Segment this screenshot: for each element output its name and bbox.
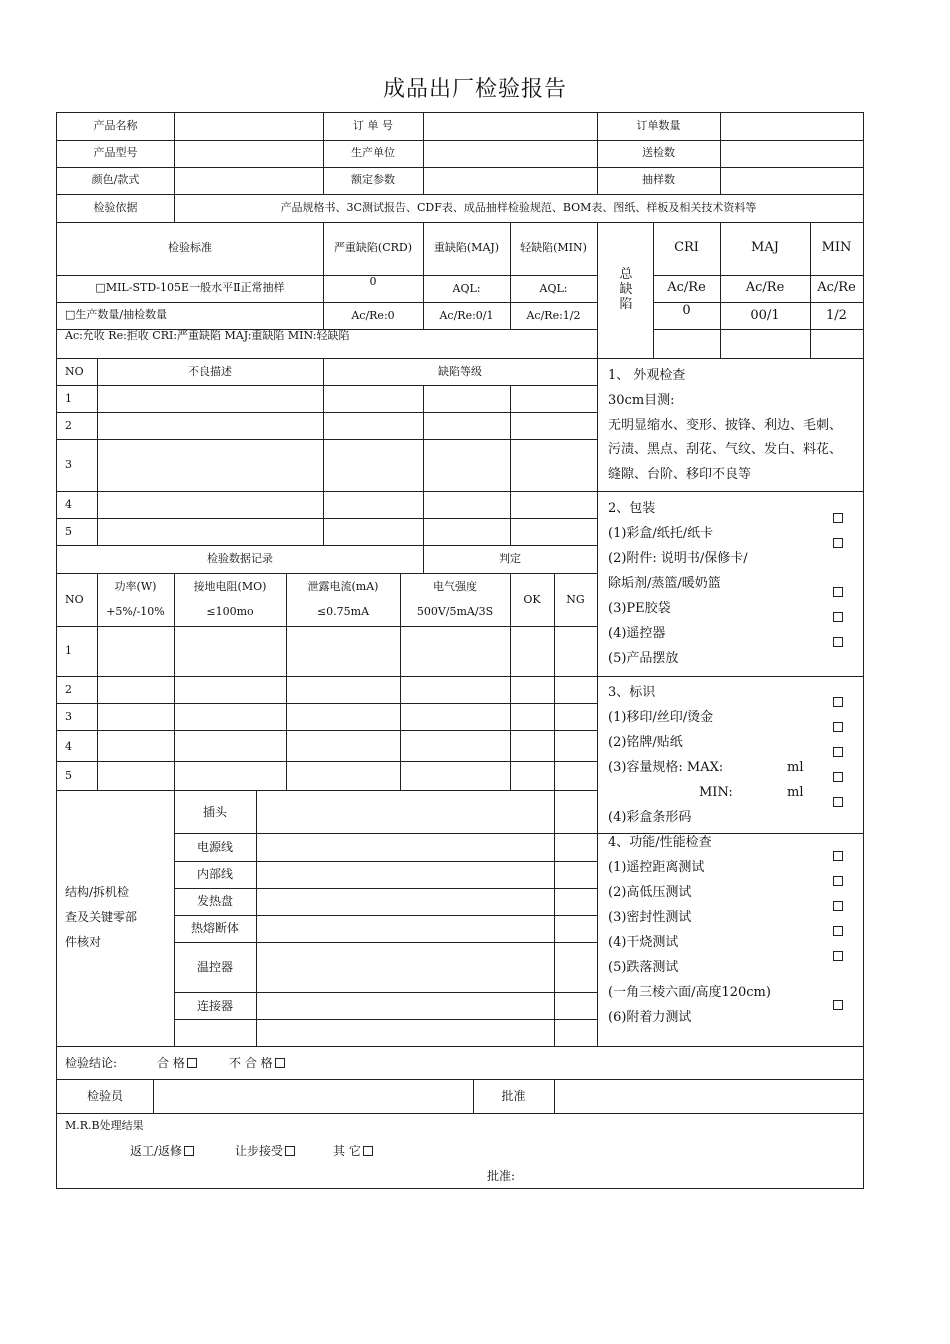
ground-range: ≤100mo [206,605,254,618]
defect-no-header: NO [65,365,84,378]
mark-checkbox[interactable] [833,722,843,732]
func-item: (1)遥控距离测试 [608,860,705,875]
fail-option[interactable] [229,1056,285,1070]
func-item: (6)附着力测试 [608,1010,692,1025]
order-qty-label: 订单数量 [636,119,681,132]
strength-header: 电气强度 [433,580,477,593]
crd-acre: Ac/Re:0 [351,309,395,322]
table-rule-horizontal [57,385,597,386]
crd-header: 严重缺陷(CRD) [333,241,413,254]
table-rule-horizontal [57,573,597,574]
table-rule-horizontal [57,491,597,492]
color-style-label: 颜色/款式 [91,173,140,186]
table-rule-vertical [174,140,175,194]
concession-label: 让步接受 [235,1144,284,1158]
table-rule-horizontal [57,790,597,791]
defect-row-no: 1 [65,392,72,405]
test-record-label: 检验数据记录 [207,552,273,565]
part-internal-wire: 内部线 [196,867,233,881]
order-no-label: 订 单 号 [353,119,393,132]
table-rule-horizontal [57,626,597,627]
table-rule-horizontal [174,888,597,889]
mark-checkbox[interactable] [833,797,843,807]
func-title: 4、功能/性能检查 [608,835,712,850]
func-checkbox[interactable] [833,901,843,911]
pack-checkbox[interactable] [833,538,843,548]
table-rule-horizontal [57,1046,863,1047]
appearance-line1: 30cm目测: [608,393,675,408]
func-checkbox[interactable] [833,951,843,961]
table-rule-horizontal [57,412,597,413]
table-rule-horizontal [57,1079,863,1080]
pack-item: (4)遥控器 [608,626,666,641]
cri-header: CRI [674,240,699,255]
func-checkbox[interactable] [833,851,843,861]
leak-header: 泄露电流(mA) [307,580,379,593]
mrb-label: M.R.B处理结果 [65,1119,144,1132]
table-rule-horizontal [57,518,597,519]
func-item: (一角三棱六面/高度120cm) [608,985,771,1000]
defect-row-no: 4 [65,498,72,511]
func-item: (4)干烧测试 [608,935,679,950]
part-thermostat: 温控器 [196,960,233,974]
cri-acre: Ac/Re [667,280,706,295]
approve-signature-label: 批准: [487,1169,516,1183]
pass-label: 合 格 [157,1056,185,1070]
maj-total-acre: Ac/Re [745,280,785,295]
mark-max-unit: ml [787,760,804,775]
inspector-label: 检验员 [86,1089,123,1103]
maj-header: 重缺陷(MAJ) [433,241,500,254]
min-total-acre: Ac/Re [817,280,856,295]
table-rule-horizontal [653,329,863,330]
table-rule-horizontal [57,545,597,546]
func-checkbox[interactable] [833,926,843,936]
mark-item: (2)铭牌/贴纸 [608,735,683,750]
inspection-form [56,112,864,1189]
structure-label-line2: 查及关键零部 [65,910,138,924]
ng-header: NG [566,593,585,606]
table-rule-horizontal [653,275,863,276]
cri-total-value: 0 [682,303,691,318]
test-row-no: 4 [65,740,72,753]
func-checkbox[interactable] [833,1000,843,1010]
table-rule-vertical [256,790,257,1046]
table-rule-horizontal [57,761,597,762]
table-rule-horizontal [57,676,863,677]
crd-value: 0 [369,275,377,288]
func-checkbox[interactable] [833,876,843,886]
defect-desc-header: 不良描述 [188,365,232,378]
pack-item: (2)附件: 说明书/保修卡/ [608,551,748,566]
defect-row-no: 2 [65,419,72,432]
table-rule-horizontal [57,730,597,731]
mark-item: (1)移印/丝印/烫金 [608,710,714,725]
pack-checkbox[interactable] [833,513,843,523]
table-rule-vertical [720,113,721,194]
table-rule-horizontal [57,167,863,168]
min-aql: AQL: [539,282,568,295]
min-total-value: 1/2 [826,308,847,323]
table-rule-vertical [423,113,424,194]
ok-header: OK [523,593,541,606]
appearance-line2: 无明显缩水、变形、披锋、利边、毛刺、 [608,418,843,433]
rework-option[interactable] [130,1144,194,1158]
pack-item: (5)产品摆放 [608,651,679,666]
table-rule-horizontal [174,942,597,943]
pack-item: (1)彩盒/纸托/纸卡 [608,526,714,541]
production-unit-label: 生产单位 [351,146,395,159]
table-rule-vertical [423,385,424,545]
mark-min-label: MIN: [699,785,733,800]
rework-checkbox[interactable] [184,1146,194,1156]
table-rule-horizontal [57,140,863,141]
mark-item: (4)彩盒条形码 [608,810,692,825]
pack-item: (3)PE胶袋 [608,601,671,616]
ground-header: 接地电阻(MO) [193,580,267,593]
appearance-line4: 缝隙、台阶、移印不良等 [608,467,752,482]
fail-checkbox[interactable] [275,1058,285,1068]
pack-item: 除垢剂/蒸篮/暖奶篮 [608,576,721,591]
pack-checkbox[interactable] [833,587,843,597]
table-rule-horizontal [57,1113,863,1114]
basis-value: 产品规格书、3C测试报告、CDF表、成品抽样检验规范、BOM表、图纸、样板及相关技术资料等 [280,201,757,214]
acre-legend: Ac:允收 Re:拒收 CRI:严重缺陷 MAJ:重缺陷 MIN:轻缺陷 [65,329,350,342]
structure-label-line1: 结构/拆机检 [65,885,130,899]
table-rule-vertical [554,1079,555,1113]
part-power-cord: 电源线 [196,840,233,854]
conclusion-label: 检验结论: [65,1056,118,1070]
pack-title: 2、包装 [608,501,656,516]
standard-label: 检验标准 [168,241,212,254]
pack-checkbox[interactable] [833,637,843,647]
other-label: 其 它 [333,1144,361,1158]
table-rule-vertical [153,1079,154,1113]
min-header: 轻缺陷(MIN) [520,241,587,254]
rework-label: 返工/返修 [130,1144,183,1158]
table-rule-horizontal [597,491,863,492]
table-rule-horizontal [174,833,597,834]
judge-label: 判定 [499,552,521,565]
table-rule-vertical [597,573,598,790]
other-checkbox[interactable] [363,1146,373,1156]
appearance-line3: 污渍、黑点、刮花、气纹、发白、料花、 [608,442,843,457]
appearance-title: 1、 外观检查 [608,368,686,383]
total-defect-label: 总缺陷 [619,267,633,312]
table-rule-vertical [174,113,175,140]
func-item: (2)高低压测试 [608,885,692,900]
part-plug: 插头 [202,805,227,819]
table-rule-horizontal [174,861,597,862]
mark-title: 3、标识 [608,685,656,700]
leak-range: ≤0.75mA [316,605,370,618]
test-no-header: NO [65,593,84,606]
test-row-no: 5 [65,769,72,782]
table-rule-vertical [323,358,324,545]
part-connector: 连接器 [196,999,233,1013]
maj-total-value: 00/1 [750,308,780,323]
other-option[interactable] [333,1144,373,1158]
production-qty-option: □生产数量/抽检数量 [65,308,168,321]
table-rule-horizontal [174,915,597,916]
product-model-label: 产品型号 [93,146,138,159]
maj-acre: Ac/Re:0/1 [439,309,494,322]
power-header: 功率(W) [114,580,157,593]
maj-aql: AQL: [452,282,481,295]
min-acre: Ac/Re:1/2 [526,309,581,322]
table-rule-vertical [510,385,511,545]
mark-checkbox[interactable] [833,772,843,782]
concession-option[interactable] [235,1144,295,1158]
table-rule-horizontal [57,439,597,440]
table-rule-horizontal [57,358,863,359]
min-total-header: MIN [821,240,852,255]
product-name-label: 产品名称 [93,119,138,132]
sample-qty-label: 抽样数 [642,173,675,186]
table-rule-horizontal [57,703,597,704]
structure-label-line3: 件核对 [65,935,102,949]
mark-checkbox[interactable] [833,697,843,707]
func-item: (3)密封性测试 [608,910,692,925]
table-rule-vertical [597,790,598,1046]
test-row-no: 3 [65,710,72,723]
sent-qty-label: 送检数 [642,146,675,159]
pack-checkbox[interactable] [833,612,843,622]
defect-row-no: 3 [65,458,72,471]
table-rule-horizontal [174,1019,597,1020]
strength-range: 500V/5mA/3S [416,605,494,618]
fail-label: 不 合 格 [229,1056,273,1070]
part-heating-plate: 发热盘 [196,894,233,908]
basis-label: 检验依据 [93,201,138,214]
table-rule-vertical [554,790,555,1046]
table-rule-horizontal [57,222,863,223]
pass-checkbox[interactable] [187,1058,197,1068]
table-rule-horizontal [174,992,597,993]
concession-checkbox[interactable] [285,1146,295,1156]
approve-label: 批准 [501,1089,526,1103]
test-row-no: 1 [65,644,72,657]
mil-std-option: □MIL-STD-105E一般水平Ⅱ正常抽样 [95,281,285,294]
rated-params-label: 额定参数 [351,173,395,186]
table-rule-horizontal [57,302,597,303]
test-row-no: 2 [65,683,72,696]
part-thermal-fuse: 热熔断体 [190,921,239,935]
func-item: (5)跌落测试 [608,960,679,975]
mark-item: (3)容量规格: MAX: [608,760,724,775]
defect-row-no: 5 [65,525,72,538]
table-rule-vertical [97,358,98,545]
defect-level-header: 缺陷等级 [438,365,482,378]
pass-option[interactable] [157,1056,197,1070]
table-rule-horizontal [57,194,863,195]
mark-checkbox[interactable] [833,747,843,757]
maj-total-header: MAJ [751,240,779,255]
page-title: 成品出厂检验报告 [382,77,567,102]
power-range: +5%/-10% [106,605,165,618]
mark-min-unit: ml [787,785,804,800]
